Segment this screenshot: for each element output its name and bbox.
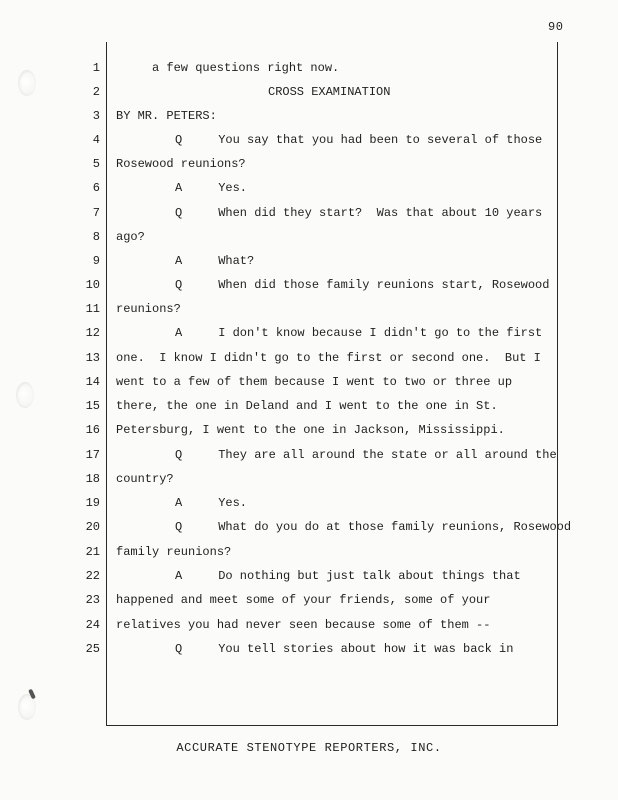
reporter-footer: ACCURATE STENOTYPE REPORTERS, INC. xyxy=(176,741,442,755)
transcript-line: relatives you had never seen because some of them -- xyxy=(116,618,491,632)
transcript-line: a few questions right now. xyxy=(152,61,340,75)
line-number: 1 xyxy=(92,61,100,75)
punch-hole-middle xyxy=(16,382,34,408)
transcript-line: Q You tell stories about how it was back in xyxy=(175,642,514,656)
transcript-line: Q When did they start? Was that about 10 years xyxy=(175,206,543,220)
line-number: 13 xyxy=(85,351,100,365)
line-number: 19 xyxy=(85,496,100,510)
line-number: 15 xyxy=(85,399,100,413)
line-number: 10 xyxy=(85,278,100,292)
transcript-line: Rosewood reunions? xyxy=(116,157,246,171)
transcript-line: Q You say that you had been to several of those xyxy=(175,133,543,147)
line-number: 14 xyxy=(85,375,100,389)
transcript-line: there, the one in Deland and I went to the one in St. xyxy=(116,399,498,413)
transcript-line: Q What do you do at those family reunions, Rosewood xyxy=(175,520,572,534)
transcript-line: A I don't know because I didn't go to the first xyxy=(175,326,543,340)
transcript-line: country? xyxy=(116,472,174,486)
line-number: 17 xyxy=(85,448,100,462)
line-number: 16 xyxy=(85,423,100,437)
transcript-line: one. I know I didn't go to the first or second one. But I xyxy=(116,351,541,365)
line-number: 18 xyxy=(85,472,100,486)
line-number: 25 xyxy=(85,642,100,656)
transcript-line: Petersburg, I went to the one in Jackson, Mississippi. xyxy=(116,423,505,437)
transcript-line: A Do nothing but just talk about things that xyxy=(175,569,521,583)
transcript-line: reunions? xyxy=(116,302,181,316)
transcript-line: family reunions? xyxy=(116,545,232,559)
line-number: 3 xyxy=(92,109,100,123)
transcript-line: BY MR. PETERS: xyxy=(116,109,217,123)
line-number: 6 xyxy=(92,181,100,195)
transcript-line: A Yes. xyxy=(175,496,248,510)
transcript-line: A Yes. xyxy=(175,181,248,195)
line-number: 23 xyxy=(85,593,100,607)
line-number: 24 xyxy=(85,618,100,632)
transcript-line: happened and meet some of your friends, some of your xyxy=(116,593,491,607)
section-heading: CROSS EXAMINATION xyxy=(268,85,391,99)
transcript-line: Q They are all around the state or all around the xyxy=(175,448,557,462)
punch-hole-top xyxy=(18,70,36,96)
line-number: 2 xyxy=(92,85,100,99)
line-number: 5 xyxy=(92,157,100,171)
line-number: 21 xyxy=(85,545,100,559)
line-number: 8 xyxy=(92,230,100,244)
line-number: 11 xyxy=(85,302,100,316)
transcript-line: ago? xyxy=(116,230,145,244)
line-number: 22 xyxy=(85,569,100,583)
line-number: 9 xyxy=(92,254,100,268)
transcript-line: Q When did those family reunions start, Rosewood xyxy=(175,278,550,292)
page-number: 90 xyxy=(548,20,564,34)
line-number: 7 xyxy=(92,206,100,220)
line-number: 4 xyxy=(92,133,100,147)
transcript-line: went to a few of them because I went to two or three up xyxy=(116,375,513,389)
line-number: 20 xyxy=(85,520,100,534)
transcript-line: A What? xyxy=(175,254,255,268)
line-number: 12 xyxy=(85,326,100,340)
